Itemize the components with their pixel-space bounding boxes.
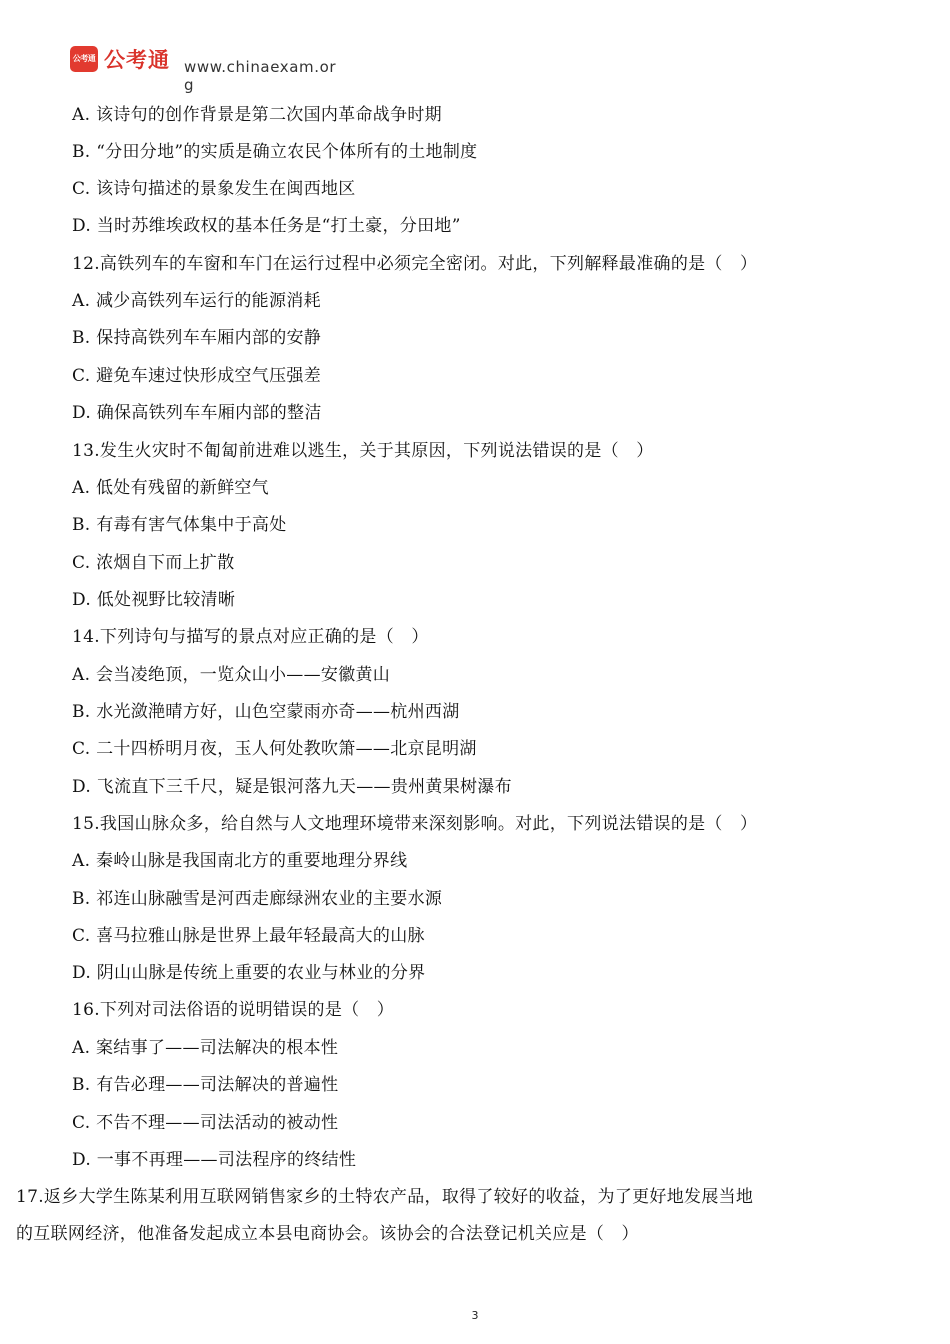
option-line: C. 二十四桥明月夜，玉人何处教吹箫——北京昆明湖 <box>72 739 477 759</box>
option-line: B. 有毒有害气体集中于高处 <box>72 515 287 535</box>
logo-badge-icon: 公考通 <box>70 46 98 72</box>
page-header <box>70 44 370 94</box>
option-line: A. 该诗句的创作背景是第二次国内革命战争时期 <box>72 105 442 125</box>
option-line: D. 低处视野比较清晰 <box>72 590 236 610</box>
option-line: B. 祁连山脉融雪是河西走廊绿洲农业的主要水源 <box>72 889 443 909</box>
option-line: D. 当时苏维埃政权的基本任务是“打土豪，分田地” <box>72 216 461 236</box>
option-line: B. 有告必理——司法解决的普遍性 <box>72 1075 339 1095</box>
option-line: C. 不告不理——司法活动的被动性 <box>72 1113 339 1133</box>
question-line: 17.返乡大学生陈某利用互联网销售家乡的土特农产品，取得了较好的收益，为了更好地发展当地 <box>16 1187 754 1207</box>
option-line: D. 飞流直下三千尺，疑是银河落九天——贵州黄果树瀑布 <box>72 777 512 797</box>
option-line: B. 水光潋滟晴方好，山色空蒙雨亦奇——杭州西湖 <box>72 702 460 722</box>
page-number: 3 <box>471 1309 479 1322</box>
logo-text: 公考通 <box>104 48 170 72</box>
option-line: C. 该诗句描述的景象发生在闽西地区 <box>72 179 356 199</box>
option-line: C. 浓烟自下而上扩散 <box>72 553 235 573</box>
option-line: A. 减少高铁列车运行的能源消耗 <box>72 291 321 311</box>
option-line: A. 会当凌绝顶，一览众山小——安徽黄山 <box>72 665 391 685</box>
option-line: D. 阴山山脉是传统上重要的农业与林业的分界 <box>72 963 426 983</box>
option-line: C. 避免车速过快形成空气压强差 <box>72 366 322 386</box>
question-line: 16.下列对司法俗语的说明错误的是（ ） <box>72 1000 395 1020</box>
option-line: D. 确保高铁列车车厢内部的整洁 <box>72 403 322 423</box>
option-line: B. 保持高铁列车车厢内部的安静 <box>72 328 322 348</box>
question-line: 的互联网经济，他准备发起成立本县电商协会。该协会的合法登记机关应是（ ） <box>16 1224 639 1244</box>
question-line: 15.我国山脉众多，给自然与人文地理环境带来深刻影响。对此，下列说法错误的是（ ） <box>72 814 758 834</box>
option-line: D. 一事不再理——司法程序的终结性 <box>72 1150 357 1170</box>
question-line: 13.发生火灾时不匍匐前进难以逃生，关于其原因，下列说法错误的是（ ） <box>72 441 654 461</box>
option-line: C. 喜马拉雅山脉是世界上最年轻最高大的山脉 <box>72 926 425 946</box>
option-line: A. 案结事了——司法解决的根本性 <box>72 1038 339 1058</box>
option-line: A. 低处有残留的新鲜空气 <box>72 478 269 498</box>
question-line: 12.高铁列车的车窗和车门在运行过程中必须完全密闭。对此，下列解释最准确的是（ ） <box>72 254 758 274</box>
site-url: www.chinaexam.org <box>184 58 337 94</box>
option-line: A. 秦岭山脉是我国南北方的重要地理分界线 <box>72 851 408 871</box>
question-line: 14.下列诗句与描写的景点对应正确的是（ ） <box>72 627 429 647</box>
option-line: B. “分田分地”的实质是确立农民个体所有的土地制度 <box>72 142 478 162</box>
